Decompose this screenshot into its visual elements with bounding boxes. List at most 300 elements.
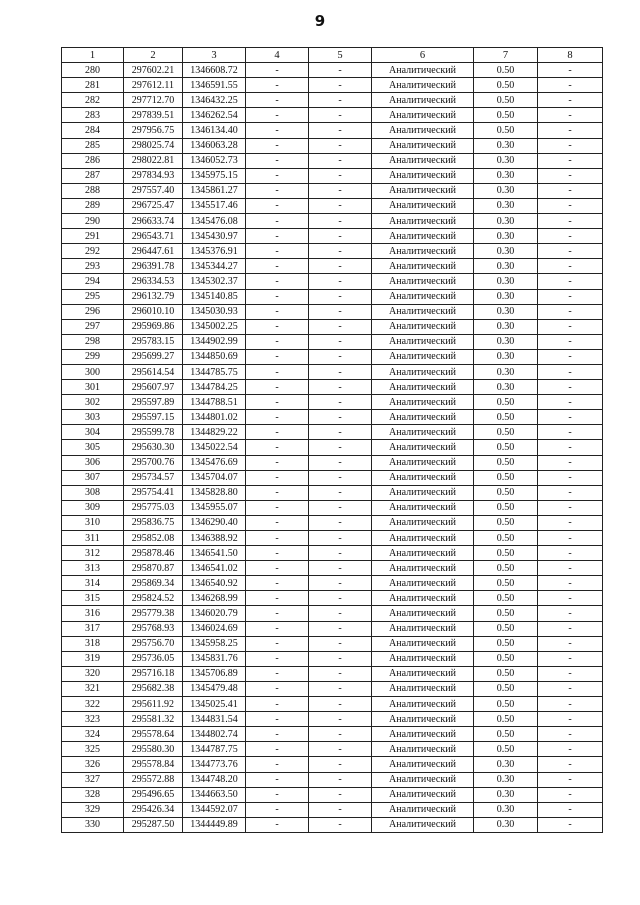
y-coordinate-cell: 1344449.89 xyxy=(183,817,246,832)
method-cell: Аналитический xyxy=(372,229,474,244)
point-number-cell: 326 xyxy=(62,757,124,772)
table-row xyxy=(62,168,603,183)
method-cell: Аналитический xyxy=(372,561,474,576)
x-coordinate-cell: 295736.05 xyxy=(124,651,183,666)
accuracy-cell: 0.30 xyxy=(474,304,538,319)
method-cell: Аналитический xyxy=(372,380,474,395)
table-row xyxy=(62,244,603,259)
y-coordinate-cell: 1344784.25 xyxy=(183,380,246,395)
method-cell: Аналитический xyxy=(372,304,474,319)
method-cell: Аналитический xyxy=(372,500,474,515)
column-8-cell: - xyxy=(538,712,603,727)
x-coordinate-cell: 295768.93 xyxy=(124,621,183,636)
point-number-cell: 302 xyxy=(62,395,124,410)
point-number-cell: 284 xyxy=(62,123,124,138)
table-row xyxy=(62,259,603,274)
x-coordinate-cell: 298022.81 xyxy=(124,153,183,168)
y-coordinate-cell: 1345430.97 xyxy=(183,229,246,244)
column-4-cell: - xyxy=(246,244,309,259)
method-cell: Аналитический xyxy=(372,108,474,123)
point-number-cell: 312 xyxy=(62,546,124,561)
y-coordinate-cell: 1344802.74 xyxy=(183,727,246,742)
table-row xyxy=(62,470,603,485)
column-4-cell: - xyxy=(246,606,309,621)
column-8-cell: - xyxy=(538,183,603,198)
y-coordinate-cell: 1345344.27 xyxy=(183,259,246,274)
y-coordinate-cell: 1345302.37 xyxy=(183,274,246,289)
table-row xyxy=(62,727,603,742)
header-cell: 7 xyxy=(474,48,538,63)
column-4-cell: - xyxy=(246,304,309,319)
method-cell: Аналитический xyxy=(372,364,474,379)
x-coordinate-cell: 295572.88 xyxy=(124,772,183,787)
table-row xyxy=(62,380,603,395)
accuracy-cell: 0.50 xyxy=(474,123,538,138)
column-8-cell: - xyxy=(538,697,603,712)
column-4-cell: - xyxy=(246,198,309,213)
point-number-cell: 294 xyxy=(62,274,124,289)
accuracy-cell: 0.30 xyxy=(474,244,538,259)
x-coordinate-cell: 297956.75 xyxy=(124,123,183,138)
column-5-cell: - xyxy=(309,697,372,712)
method-cell: Аналитический xyxy=(372,666,474,681)
table-row xyxy=(62,138,603,153)
column-5-cell: - xyxy=(309,259,372,274)
method-cell: Аналитический xyxy=(372,621,474,636)
point-number-cell: 306 xyxy=(62,455,124,470)
y-coordinate-cell: 1345140.85 xyxy=(183,289,246,304)
point-number-cell: 315 xyxy=(62,591,124,606)
column-5-cell: - xyxy=(309,183,372,198)
column-8-cell: - xyxy=(538,651,603,666)
x-coordinate-cell: 295754.41 xyxy=(124,485,183,500)
column-4-cell: - xyxy=(246,591,309,606)
method-cell: Аналитический xyxy=(372,742,474,757)
y-coordinate-cell: 1345828.80 xyxy=(183,485,246,500)
column-4-cell: - xyxy=(246,485,309,500)
table-row xyxy=(62,787,603,802)
y-coordinate-cell: 1344788.51 xyxy=(183,395,246,410)
column-8-cell: - xyxy=(538,425,603,440)
accuracy-cell: 0.50 xyxy=(474,470,538,485)
y-coordinate-cell: 1346388.92 xyxy=(183,531,246,546)
table-row xyxy=(62,229,603,244)
x-coordinate-cell: 295630.30 xyxy=(124,440,183,455)
point-number-cell: 325 xyxy=(62,742,124,757)
y-coordinate-cell: 1344829.22 xyxy=(183,425,246,440)
point-number-cell: 297 xyxy=(62,319,124,334)
x-coordinate-cell: 297839.51 xyxy=(124,108,183,123)
column-4-cell: - xyxy=(246,364,309,379)
column-5-cell: - xyxy=(309,727,372,742)
column-4-cell: - xyxy=(246,229,309,244)
point-number-cell: 316 xyxy=(62,606,124,621)
x-coordinate-cell: 297612.11 xyxy=(124,78,183,93)
column-5-cell: - xyxy=(309,153,372,168)
table-row xyxy=(62,515,603,530)
column-8-cell: - xyxy=(538,395,603,410)
x-coordinate-cell: 297834.93 xyxy=(124,168,183,183)
column-5-cell: - xyxy=(309,334,372,349)
point-number-cell: 305 xyxy=(62,440,124,455)
page-number: 9 xyxy=(314,12,326,30)
table-row xyxy=(62,440,603,455)
accuracy-cell: 0.30 xyxy=(474,772,538,787)
point-number-cell: 298 xyxy=(62,334,124,349)
x-coordinate-cell: 296633.74 xyxy=(124,214,183,229)
column-8-cell: - xyxy=(538,440,603,455)
point-number-cell: 292 xyxy=(62,244,124,259)
table-row xyxy=(62,591,603,606)
column-8-cell: - xyxy=(538,546,603,561)
column-8-cell: - xyxy=(538,681,603,696)
method-cell: Аналитический xyxy=(372,168,474,183)
point-number-cell: 318 xyxy=(62,636,124,651)
column-4-cell: - xyxy=(246,697,309,712)
method-cell: Аналитический xyxy=(372,681,474,696)
column-5-cell: - xyxy=(309,425,372,440)
point-number-cell: 293 xyxy=(62,259,124,274)
column-5-cell: - xyxy=(309,651,372,666)
method-cell: Аналитический xyxy=(372,425,474,440)
column-5-cell: - xyxy=(309,440,372,455)
x-coordinate-cell: 295836.75 xyxy=(124,515,183,530)
table-row xyxy=(62,349,603,364)
method-cell: Аналитический xyxy=(372,515,474,530)
accuracy-cell: 0.50 xyxy=(474,636,538,651)
column-4-cell: - xyxy=(246,93,309,108)
column-4-cell: - xyxy=(246,259,309,274)
y-coordinate-cell: 1345831.76 xyxy=(183,651,246,666)
accuracy-cell: 0.50 xyxy=(474,561,538,576)
table-row xyxy=(62,274,603,289)
column-8-cell: - xyxy=(538,319,603,334)
header-cell: 4 xyxy=(246,48,309,63)
table-row xyxy=(62,817,603,832)
y-coordinate-cell: 1346541.50 xyxy=(183,546,246,561)
column-5-cell: - xyxy=(309,304,372,319)
header-cell: 2 xyxy=(124,48,183,63)
column-4-cell: - xyxy=(246,334,309,349)
accuracy-cell: 0.50 xyxy=(474,576,538,591)
table-row xyxy=(62,621,603,636)
column-4-cell: - xyxy=(246,515,309,530)
column-5-cell: - xyxy=(309,802,372,817)
x-coordinate-cell: 296010.10 xyxy=(124,304,183,319)
y-coordinate-cell: 1345376.91 xyxy=(183,244,246,259)
x-coordinate-cell: 296334.53 xyxy=(124,274,183,289)
y-coordinate-cell: 1346020.79 xyxy=(183,606,246,621)
accuracy-cell: 0.30 xyxy=(474,153,538,168)
table-row xyxy=(62,636,603,651)
point-number-cell: 308 xyxy=(62,485,124,500)
table-row xyxy=(62,531,603,546)
method-cell: Аналитический xyxy=(372,319,474,334)
y-coordinate-cell: 1346591.55 xyxy=(183,78,246,93)
accuracy-cell: 0.30 xyxy=(474,274,538,289)
y-coordinate-cell: 1344773.76 xyxy=(183,757,246,772)
y-coordinate-cell: 1346134.40 xyxy=(183,123,246,138)
column-8-cell: - xyxy=(538,410,603,425)
column-4-cell: - xyxy=(246,123,309,138)
table-row xyxy=(62,214,603,229)
accuracy-cell: 0.30 xyxy=(474,757,538,772)
table-row xyxy=(62,485,603,500)
column-4-cell: - xyxy=(246,651,309,666)
column-5-cell: - xyxy=(309,757,372,772)
y-coordinate-cell: 1344663.50 xyxy=(183,787,246,802)
column-8-cell: - xyxy=(538,138,603,153)
column-8-cell: - xyxy=(538,198,603,213)
x-coordinate-cell: 297557.40 xyxy=(124,183,183,198)
column-8-cell: - xyxy=(538,274,603,289)
column-8-cell: - xyxy=(538,229,603,244)
column-4-cell: - xyxy=(246,380,309,395)
y-coordinate-cell: 1345476.69 xyxy=(183,455,246,470)
column-4-cell: - xyxy=(246,108,309,123)
method-cell: Аналитический xyxy=(372,606,474,621)
y-coordinate-cell: 1346262.54 xyxy=(183,108,246,123)
accuracy-cell: 0.30 xyxy=(474,817,538,832)
table-row xyxy=(62,712,603,727)
y-coordinate-cell: 1346063.28 xyxy=(183,138,246,153)
point-number-cell: 330 xyxy=(62,817,124,832)
column-8-cell: - xyxy=(538,500,603,515)
accuracy-cell: 0.30 xyxy=(474,214,538,229)
x-coordinate-cell: 295870.87 xyxy=(124,561,183,576)
column-8-cell: - xyxy=(538,108,603,123)
column-8-cell: - xyxy=(538,621,603,636)
y-coordinate-cell: 1345861.27 xyxy=(183,183,246,198)
accuracy-cell: 0.50 xyxy=(474,727,538,742)
column-5-cell: - xyxy=(309,485,372,500)
method-cell: Аналитический xyxy=(372,349,474,364)
column-5-cell: - xyxy=(309,274,372,289)
column-8-cell: - xyxy=(538,364,603,379)
accuracy-cell: 0.30 xyxy=(474,168,538,183)
column-4-cell: - xyxy=(246,470,309,485)
column-5-cell: - xyxy=(309,410,372,425)
x-coordinate-cell: 296725.47 xyxy=(124,198,183,213)
column-8-cell: - xyxy=(538,123,603,138)
method-cell: Аналитический xyxy=(372,636,474,651)
x-coordinate-cell: 295775.03 xyxy=(124,500,183,515)
table-row xyxy=(62,757,603,772)
column-8-cell: - xyxy=(538,380,603,395)
point-number-cell: 285 xyxy=(62,138,124,153)
column-8-cell: - xyxy=(538,93,603,108)
table-row xyxy=(62,410,603,425)
accuracy-cell: 0.50 xyxy=(474,455,538,470)
column-8-cell: - xyxy=(538,289,603,304)
x-coordinate-cell: 295611.92 xyxy=(124,697,183,712)
column-5-cell: - xyxy=(309,349,372,364)
table-row xyxy=(62,500,603,515)
point-number-cell: 321 xyxy=(62,681,124,696)
table-row xyxy=(62,425,603,440)
accuracy-cell: 0.30 xyxy=(474,289,538,304)
column-5-cell: - xyxy=(309,214,372,229)
point-number-cell: 288 xyxy=(62,183,124,198)
method-cell: Аналитический xyxy=(372,93,474,108)
accuracy-cell: 0.30 xyxy=(474,198,538,213)
x-coordinate-cell: 295599.78 xyxy=(124,425,183,440)
y-coordinate-cell: 1345030.93 xyxy=(183,304,246,319)
y-coordinate-cell: 1345975.15 xyxy=(183,168,246,183)
point-number-cell: 289 xyxy=(62,198,124,213)
column-5-cell: - xyxy=(309,666,372,681)
x-coordinate-cell: 295607.97 xyxy=(124,380,183,395)
column-8-cell: - xyxy=(538,455,603,470)
column-4-cell: - xyxy=(246,319,309,334)
column-4-cell: - xyxy=(246,183,309,198)
x-coordinate-cell: 295716.18 xyxy=(124,666,183,681)
column-8-cell: - xyxy=(538,666,603,681)
accuracy-cell: 0.50 xyxy=(474,651,538,666)
column-4-cell: - xyxy=(246,138,309,153)
x-coordinate-cell: 296132.79 xyxy=(124,289,183,304)
column-4-cell: - xyxy=(246,621,309,636)
accuracy-cell: 0.50 xyxy=(474,93,538,108)
point-number-cell: 282 xyxy=(62,93,124,108)
accuracy-cell: 0.50 xyxy=(474,500,538,515)
x-coordinate-cell: 296391.78 xyxy=(124,259,183,274)
y-coordinate-cell: 1345955.07 xyxy=(183,500,246,515)
x-coordinate-cell: 295779.38 xyxy=(124,606,183,621)
column-4-cell: - xyxy=(246,817,309,832)
column-4-cell: - xyxy=(246,349,309,364)
x-coordinate-cell: 295700.76 xyxy=(124,455,183,470)
column-8-cell: - xyxy=(538,591,603,606)
column-4-cell: - xyxy=(246,636,309,651)
column-8-cell: - xyxy=(538,817,603,832)
x-coordinate-cell: 295581.32 xyxy=(124,712,183,727)
accuracy-cell: 0.50 xyxy=(474,546,538,561)
column-5-cell: - xyxy=(309,546,372,561)
x-coordinate-cell: 295869.34 xyxy=(124,576,183,591)
column-8-cell: - xyxy=(538,742,603,757)
column-8-cell: - xyxy=(538,772,603,787)
x-coordinate-cell: 295783.15 xyxy=(124,334,183,349)
column-5-cell: - xyxy=(309,817,372,832)
accuracy-cell: 0.30 xyxy=(474,380,538,395)
method-cell: Аналитический xyxy=(372,802,474,817)
method-cell: Аналитический xyxy=(372,395,474,410)
accuracy-cell: 0.30 xyxy=(474,259,538,274)
point-number-cell: 295 xyxy=(62,289,124,304)
method-cell: Аналитический xyxy=(372,274,474,289)
column-5-cell: - xyxy=(309,319,372,334)
y-coordinate-cell: 1345476.08 xyxy=(183,214,246,229)
column-4-cell: - xyxy=(246,727,309,742)
column-8-cell: - xyxy=(538,787,603,802)
accuracy-cell: 0.50 xyxy=(474,666,538,681)
accuracy-cell: 0.50 xyxy=(474,712,538,727)
column-4-cell: - xyxy=(246,772,309,787)
table-row xyxy=(62,772,603,787)
accuracy-cell: 0.50 xyxy=(474,606,538,621)
method-cell: Аналитический xyxy=(372,772,474,787)
method-cell: Аналитический xyxy=(372,531,474,546)
table-row xyxy=(62,153,603,168)
column-8-cell: - xyxy=(538,636,603,651)
table-row xyxy=(62,93,603,108)
x-coordinate-cell: 295682.38 xyxy=(124,681,183,696)
method-cell: Аналитический xyxy=(372,123,474,138)
accuracy-cell: 0.30 xyxy=(474,364,538,379)
accuracy-cell: 0.30 xyxy=(474,334,538,349)
column-5-cell: - xyxy=(309,168,372,183)
x-coordinate-cell: 295824.52 xyxy=(124,591,183,606)
x-coordinate-cell: 295614.54 xyxy=(124,364,183,379)
column-4-cell: - xyxy=(246,757,309,772)
table-row xyxy=(62,198,603,213)
y-coordinate-cell: 1346052.73 xyxy=(183,153,246,168)
accuracy-cell: 0.50 xyxy=(474,531,538,546)
method-cell: Аналитический xyxy=(372,78,474,93)
column-5-cell: - xyxy=(309,742,372,757)
point-number-cell: 309 xyxy=(62,500,124,515)
column-4-cell: - xyxy=(246,274,309,289)
column-8-cell: - xyxy=(538,63,603,78)
accuracy-cell: 0.50 xyxy=(474,697,538,712)
accuracy-cell: 0.50 xyxy=(474,485,538,500)
column-8-cell: - xyxy=(538,727,603,742)
column-5-cell: - xyxy=(309,621,372,636)
column-4-cell: - xyxy=(246,531,309,546)
accuracy-cell: 0.50 xyxy=(474,515,538,530)
point-number-cell: 322 xyxy=(62,697,124,712)
column-5-cell: - xyxy=(309,531,372,546)
column-5-cell: - xyxy=(309,244,372,259)
accuracy-cell: 0.50 xyxy=(474,425,538,440)
accuracy-cell: 0.30 xyxy=(474,802,538,817)
method-cell: Аналитический xyxy=(372,727,474,742)
column-5-cell: - xyxy=(309,561,372,576)
method-cell: Аналитический xyxy=(372,244,474,259)
x-coordinate-cell: 297602.21 xyxy=(124,63,183,78)
column-5-cell: - xyxy=(309,772,372,787)
point-number-cell: 307 xyxy=(62,470,124,485)
column-5-cell: - xyxy=(309,78,372,93)
method-cell: Аналитический xyxy=(372,63,474,78)
column-5-cell: - xyxy=(309,138,372,153)
column-5-cell: - xyxy=(309,712,372,727)
y-coordinate-cell: 1344748.20 xyxy=(183,772,246,787)
accuracy-cell: 0.50 xyxy=(474,395,538,410)
point-number-cell: 320 xyxy=(62,666,124,681)
column-4-cell: - xyxy=(246,214,309,229)
accuracy-cell: 0.30 xyxy=(474,319,538,334)
table-row xyxy=(62,364,603,379)
column-5-cell: - xyxy=(309,380,372,395)
table-row xyxy=(62,334,603,349)
method-cell: Аналитический xyxy=(372,576,474,591)
column-5-cell: - xyxy=(309,576,372,591)
column-4-cell: - xyxy=(246,153,309,168)
y-coordinate-cell: 1345002.25 xyxy=(183,319,246,334)
y-coordinate-cell: 1346608.72 xyxy=(183,63,246,78)
column-4-cell: - xyxy=(246,395,309,410)
x-coordinate-cell: 295597.15 xyxy=(124,410,183,425)
accuracy-cell: 0.50 xyxy=(474,440,538,455)
table-row xyxy=(62,304,603,319)
column-4-cell: - xyxy=(246,666,309,681)
method-cell: Аналитический xyxy=(372,334,474,349)
x-coordinate-cell: 295426.34 xyxy=(124,802,183,817)
column-4-cell: - xyxy=(246,681,309,696)
x-coordinate-cell: 295852.08 xyxy=(124,531,183,546)
